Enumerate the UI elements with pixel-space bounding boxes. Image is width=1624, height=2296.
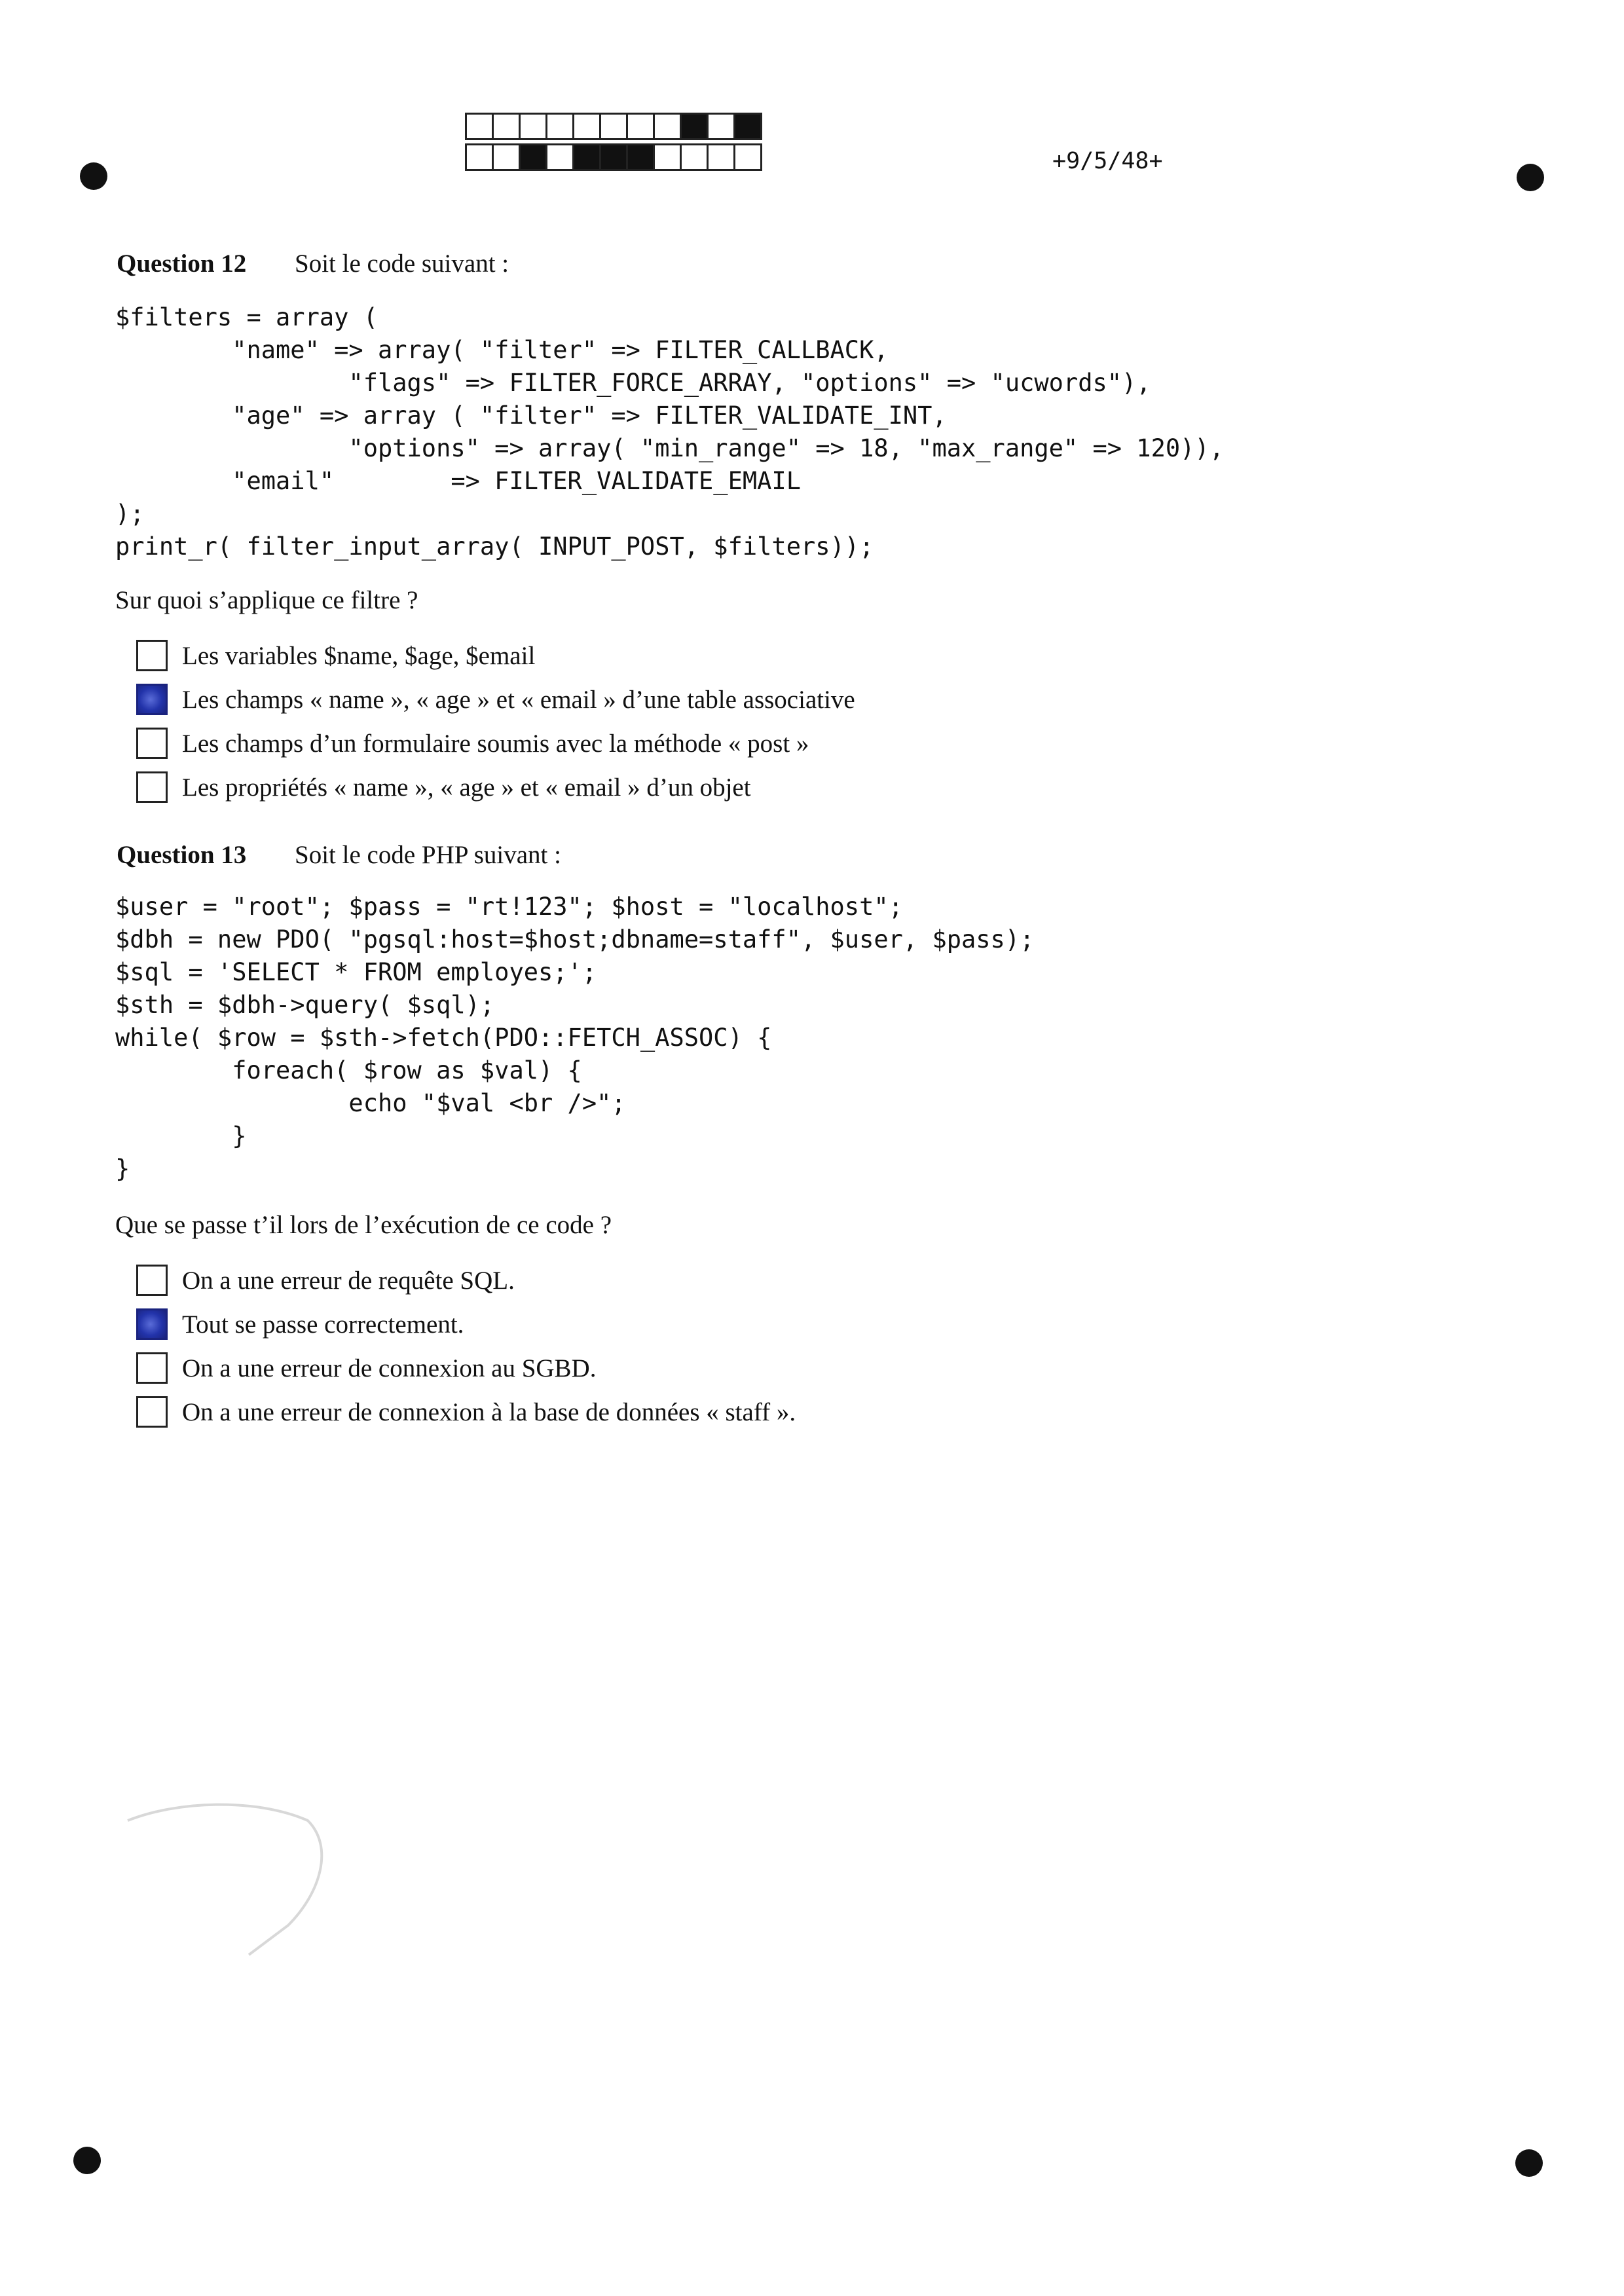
code-cell-empty <box>733 143 762 171</box>
code-cell-empty <box>680 143 709 171</box>
code-cell-filled <box>519 143 547 171</box>
checkbox[interactable] <box>136 1308 168 1340</box>
option-text: On a une erreur de connexion au SGBD. <box>182 1354 597 1382</box>
code-cell-filled <box>733 113 762 140</box>
registration-mark-bottom-left <box>73 2147 101 2174</box>
registration-mark-top-right <box>1517 164 1544 191</box>
checkbox[interactable] <box>136 684 168 715</box>
question-intro: Soit le code suivant : <box>295 250 509 278</box>
question-12-heading <box>117 249 509 278</box>
checkbox[interactable] <box>136 1352 168 1384</box>
code-cell-empty <box>545 143 574 171</box>
question-13-heading <box>117 840 561 870</box>
question-label: Question 12 <box>117 250 247 278</box>
code-cell-filled <box>680 113 709 140</box>
option-text: Les propriétés « name », « age » et « email » d’un objet <box>182 773 751 802</box>
option-text: On a une erreur de connexion à la base de données « staff ». <box>182 1398 796 1426</box>
code-cell-empty <box>519 113 547 140</box>
option-text: Les champs « name », « age » et « email » d’une table associative <box>182 685 855 714</box>
code-cell-empty <box>707 113 735 140</box>
option-text: Les variables $name, $age, $email <box>182 641 536 670</box>
student-code-row-2 <box>465 143 760 171</box>
student-code-row-1 <box>465 113 760 140</box>
q12-option-4[interactable] <box>136 770 751 804</box>
checkbox[interactable] <box>136 1265 168 1296</box>
question-12-prompt: Sur quoi s’applique ce filtre ? <box>115 586 418 614</box>
code-cell-filled <box>599 143 628 171</box>
question-13-code: $user = "root"; $pass = "rt!123"; $host = "localhost"; $dbh = new PDO( "pgsql:host=$host;dbname=staff", $user, $pass); $sql = 'SELECT * FROM employes;'; $sth = $dbh->query( $sql); while( $row = $sth->fetch(PDO::FETCH_ASSOC) { foreach( $row as $val) { echo "$val <br />"; } } <box>115 893 1035 1183</box>
q13-option-4[interactable] <box>136 1395 796 1429</box>
question-12-code: $filters = array ( "name" => array( "filter" => FILTER_CALLBACK, "flags" => FILTER_FORCE_ARRAY, "options" => "ucwords"), "age" => array ( "filter" => FILTER_VALIDATE_INT, "options" => array( "min_range" => 18, "max_range" => 120)), "email" => FILTER_VALIDATE_EMAIL ); print_r( filter_input_array( INPUT_POST, $filters)); <box>115 303 1224 561</box>
checkbox[interactable] <box>136 728 168 759</box>
checkbox[interactable] <box>136 771 168 803</box>
checkbox[interactable] <box>136 1396 168 1428</box>
q12-option-1[interactable] <box>136 639 535 673</box>
registration-mark-top-left <box>80 162 107 190</box>
q12-option-2[interactable] <box>136 682 855 716</box>
code-cell-empty <box>465 113 494 140</box>
code-cell-empty <box>707 143 735 171</box>
code-cell-empty <box>545 113 574 140</box>
code-cell-filled <box>626 143 655 171</box>
q13-option-2[interactable] <box>136 1307 464 1341</box>
q13-option-3[interactable] <box>136 1351 596 1385</box>
code-cell-empty <box>492 113 521 140</box>
registration-mark-bottom-right <box>1515 2149 1543 2177</box>
question-label: Question 13 <box>117 841 247 869</box>
question-intro: Soit le code PHP suivant : <box>295 841 561 869</box>
code-cell-filled <box>572 143 601 171</box>
question-13-prompt: Que se passe t’il lors de l’exécution de ce code ? <box>115 1211 612 1239</box>
q13-option-1[interactable] <box>136 1263 515 1297</box>
option-text: Les champs d’un formulaire soumis avec la méthode « post » <box>182 729 809 758</box>
option-text: Tout se passe correctement. <box>182 1310 464 1339</box>
code-cell-empty <box>599 113 628 140</box>
pencil-scribble <box>124 1794 334 1965</box>
q12-option-3[interactable] <box>136 726 809 760</box>
code-cell-empty <box>465 143 494 171</box>
code-cell-empty <box>626 113 655 140</box>
code-cell-empty <box>572 113 601 140</box>
checkbox[interactable] <box>136 640 168 671</box>
code-cell-empty <box>653 143 682 171</box>
code-cell-empty <box>653 113 682 140</box>
page-identifier: +9/5/48+ <box>1052 148 1163 174</box>
option-text: On a une erreur de requête SQL. <box>182 1266 515 1295</box>
code-cell-empty <box>492 143 521 171</box>
